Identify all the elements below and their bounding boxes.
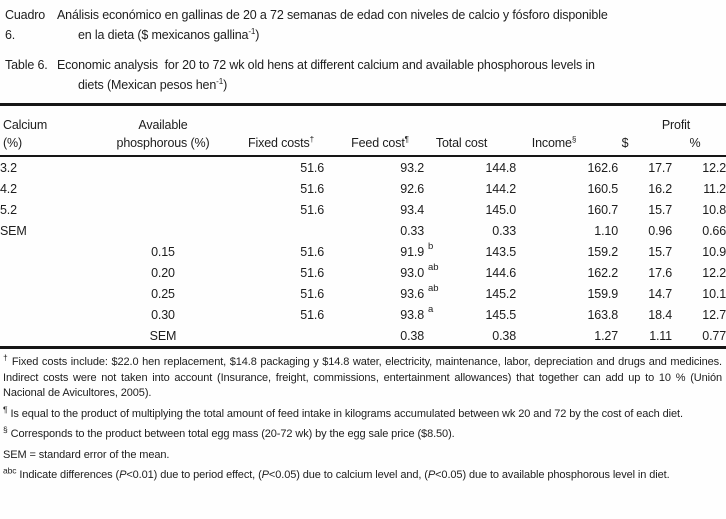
cell-profit-percent: 0.66 <box>702 223 726 238</box>
caption-english-line2-end: ) <box>223 78 228 92</box>
cell-total-cost: 145.0 <box>485 202 516 217</box>
cell-profit-percent: 12.2 <box>702 265 726 280</box>
cell-phosphorous: 0.25 <box>151 286 175 301</box>
footnote: † Fixed costs include: $22.0 hen replacement, $14.8 packaging y $14.8 water, electricity, maintenance, labor, depreciation and drugs and medicines. Indirect costs were not taken into account (Insurance, freight, commissions, entertainment allowances) that together can add up to 10 % (Unión Nacional de Avicultores, 2005). <box>3 352 722 399</box>
feed-cost-value: 0.38 <box>400 328 424 343</box>
header-empty <box>516 105 618 133</box>
pilcrow-footnote-marker: ¶ <box>404 134 409 144</box>
caption-spanish <box>0 5 726 45</box>
cell-feed-cost <box>324 325 424 348</box>
caption-spanish-line1: Análisis económico en gallinas de 20 a 72 semanas de edad con niveles de calcio y fósforo disponible <box>57 8 608 22</box>
header-phosphorous-line1: Available <box>138 118 188 132</box>
header-profit-dollars: $ <box>618 132 672 156</box>
cell-feed-cost <box>324 199 424 220</box>
cell-phosphorous <box>88 178 238 199</box>
header-empty <box>324 105 424 133</box>
table-row <box>0 199 726 220</box>
table-body <box>0 156 726 348</box>
table-header <box>0 105 726 157</box>
cell-fixed-costs <box>238 220 324 241</box>
cell-feed-cost <box>324 282 439 304</box>
footnote: ¶ Is equal to the product of multiplying the total amount of feed intake in kilograms accumulated between wk 20 and 72 by the cost of each diet. <box>3 403 683 420</box>
footnote: § Corresponds to the product between total egg mass (20-72 wk) by the egg sale price ($8.50). <box>3 424 455 440</box>
feed-cost-value: 91.9 <box>400 244 424 259</box>
caption-spanish-line2 <box>57 25 726 45</box>
cell-profit-dollars: 17.6 <box>648 265 672 280</box>
cell-profit-dollars: 18.4 <box>648 307 672 322</box>
caption-spanish-line2-end: ) <box>255 28 260 42</box>
cell-feed-cost <box>324 240 434 262</box>
cell-feed-cost <box>324 220 424 241</box>
footnote-marker: § <box>3 424 8 435</box>
caption-english-line2 <box>57 75 726 95</box>
cell-phosphorous <box>88 199 238 220</box>
footnotes-section <box>0 352 726 484</box>
section-footnote-marker: § <box>571 134 577 144</box>
cell-total-cost: 0.38 <box>492 328 516 343</box>
cell-fixed-costs: 51.6 <box>300 265 324 280</box>
cell-fixed-costs: 51.6 <box>300 160 324 175</box>
cell-feed-cost <box>324 261 439 283</box>
header-income <box>516 132 618 156</box>
cell-phosphorous <box>88 220 238 241</box>
cell-calcium <box>0 325 88 348</box>
footnote-marker: abc <box>3 465 17 476</box>
significance-superscript: ab <box>428 282 439 294</box>
cell-total-cost: 145.2 <box>485 286 516 301</box>
cell-phosphorous: 0.30 <box>151 307 175 322</box>
feed-cost-value: 93.0 <box>400 265 424 280</box>
feed-cost-value: 93.8 <box>400 307 424 322</box>
cell-profit-dollars: 15.7 <box>648 202 672 217</box>
header-fixed-costs <box>238 132 324 156</box>
feed-cost-value: 0.33 <box>400 223 424 238</box>
cell-income: 160.5 <box>587 181 618 196</box>
header-total-cost: Total cost <box>424 132 516 156</box>
cell-profit-percent: 10.8 <box>702 202 726 217</box>
header-feed-cost-text: Feed cost <box>351 135 405 150</box>
header-empty <box>424 105 516 133</box>
cell-income: 162.6 <box>587 160 618 175</box>
header-feed-cost <box>324 132 424 156</box>
cell-income: 159.9 <box>587 286 618 301</box>
caption-spanish-line2-text: en la dieta ($ mexicanos gallina <box>78 28 249 42</box>
cell-profit-percent: 10.1 <box>702 286 726 301</box>
caption-english-line2-text: diets (Mexican pesos hen <box>78 78 217 92</box>
table-header-row-1 <box>0 105 726 133</box>
cell-calcium: 3.2 <box>0 160 17 175</box>
cell-fixed-costs: 51.6 <box>300 286 324 301</box>
cell-total-cost: 144.2 <box>485 181 516 196</box>
table-header-row-2 <box>0 132 726 156</box>
cell-fixed-costs <box>238 325 324 348</box>
table-row <box>0 325 726 348</box>
cell-feed-cost <box>324 156 424 178</box>
cell-feed-cost <box>324 178 424 199</box>
dagger-footnote-marker: † <box>309 134 314 144</box>
header-empty <box>238 105 324 133</box>
cell-fixed-costs: 51.6 <box>300 307 324 322</box>
cell-total-cost: 0.33 <box>492 223 516 238</box>
caption-spanish-label: Cuadro 6. <box>5 8 46 42</box>
cell-calcium: 5.2 <box>0 202 17 217</box>
table-row <box>0 178 726 199</box>
cell-profit-percent: 12.7 <box>702 307 726 322</box>
cell-profit-dollars: 1.11 <box>649 328 672 343</box>
economic-analysis-table <box>0 103 726 349</box>
significance-superscript: b <box>428 240 434 252</box>
cell-income: 1.27 <box>594 328 618 343</box>
caption-english-superscript: -1 <box>216 76 224 86</box>
footnote-marker: † <box>3 352 9 363</box>
cell-feed-cost <box>324 303 434 325</box>
cell-fixed-costs: 51.6 <box>300 181 324 196</box>
cell-calcium <box>0 304 88 325</box>
cell-income: 160.7 <box>587 202 618 217</box>
header-profit: Profit <box>661 118 691 132</box>
cell-profit-percent: 0.77 <box>702 328 726 343</box>
header-phosphorous-line2: phosphorous (%) <box>88 132 238 156</box>
cell-phosphorous: 0.15 <box>151 244 175 259</box>
caption-english <box>0 55 726 95</box>
caption-english-label: Table 6. <box>5 58 48 72</box>
cell-calcium <box>0 262 88 283</box>
cell-profit-dollars: 0.96 <box>648 223 672 238</box>
header-calcium-line1: Calcium <box>3 118 48 132</box>
header-income-text: Income <box>531 135 572 150</box>
cell-calcium <box>0 241 88 262</box>
cell-income: 159.2 <box>587 244 618 259</box>
cell-profit-percent: 12.2 <box>702 160 726 175</box>
header-fixed-costs-text: Fixed costs <box>248 135 310 150</box>
significance-superscript: ab <box>428 261 439 273</box>
cell-profit-dollars: 14.7 <box>648 286 672 301</box>
significance-superscript: a <box>428 303 434 315</box>
feed-cost-value: 92.6 <box>400 181 424 196</box>
cell-total-cost: 145.5 <box>485 307 516 322</box>
cell-profit-percent: 11.2 <box>703 181 726 196</box>
cell-profit-dollars: 17.7 <box>648 160 672 175</box>
table-row <box>0 156 726 178</box>
table-row <box>0 241 726 262</box>
table-row <box>0 283 726 304</box>
cell-phosphorous <box>88 156 238 178</box>
caption-spanish-superscript: -1 <box>248 26 256 36</box>
cell-profit-dollars: 16.2 <box>648 181 672 196</box>
table-row <box>0 262 726 283</box>
footnote: SEM = standard error of the mean. <box>3 448 170 461</box>
caption-spanish-text <box>57 5 726 45</box>
table-row <box>0 220 726 241</box>
cell-income: 162.2 <box>587 265 618 280</box>
footnote: $^{abc}$ Indicate differences (P<0.01) due to period effect, (P<0.05) due to calcium level and, (P<0.05) due to available phosphorous level in diet. <box>3 465 670 481</box>
cell-phosphorous: SEM <box>149 328 177 343</box>
cell-total-cost: 144.8 <box>485 160 516 175</box>
cell-income: 163.8 <box>587 307 618 322</box>
table-row <box>0 304 726 325</box>
cell-profit-percent: 10.9 <box>702 244 726 259</box>
feed-cost-value: 93.6 <box>400 286 424 301</box>
header-calcium-line2: (%) <box>0 132 88 156</box>
header-profit-percent: % <box>672 132 726 156</box>
cell-fixed-costs: 51.6 <box>300 244 324 259</box>
cell-fixed-costs: 51.6 <box>300 202 324 217</box>
caption-english-line1: Economic analysis for 20 to 72 wk old hens at different calcium and available phosphorous levels in <box>57 58 595 72</box>
cell-profit-dollars: 15.7 <box>648 244 672 259</box>
caption-english-text <box>57 55 726 95</box>
cell-income: 1.10 <box>594 223 618 238</box>
cell-calcium <box>0 283 88 304</box>
feed-cost-value: 93.2 <box>400 160 424 175</box>
cell-calcium: SEM <box>0 223 27 238</box>
footnote-marker: ¶ <box>3 403 8 414</box>
cell-calcium: 4.2 <box>0 181 17 196</box>
feed-cost-value: 93.4 <box>400 202 424 217</box>
cell-total-cost: 144.6 <box>485 265 516 280</box>
cell-total-cost: 143.5 <box>485 244 516 259</box>
cell-phosphorous: 0.20 <box>151 265 175 280</box>
